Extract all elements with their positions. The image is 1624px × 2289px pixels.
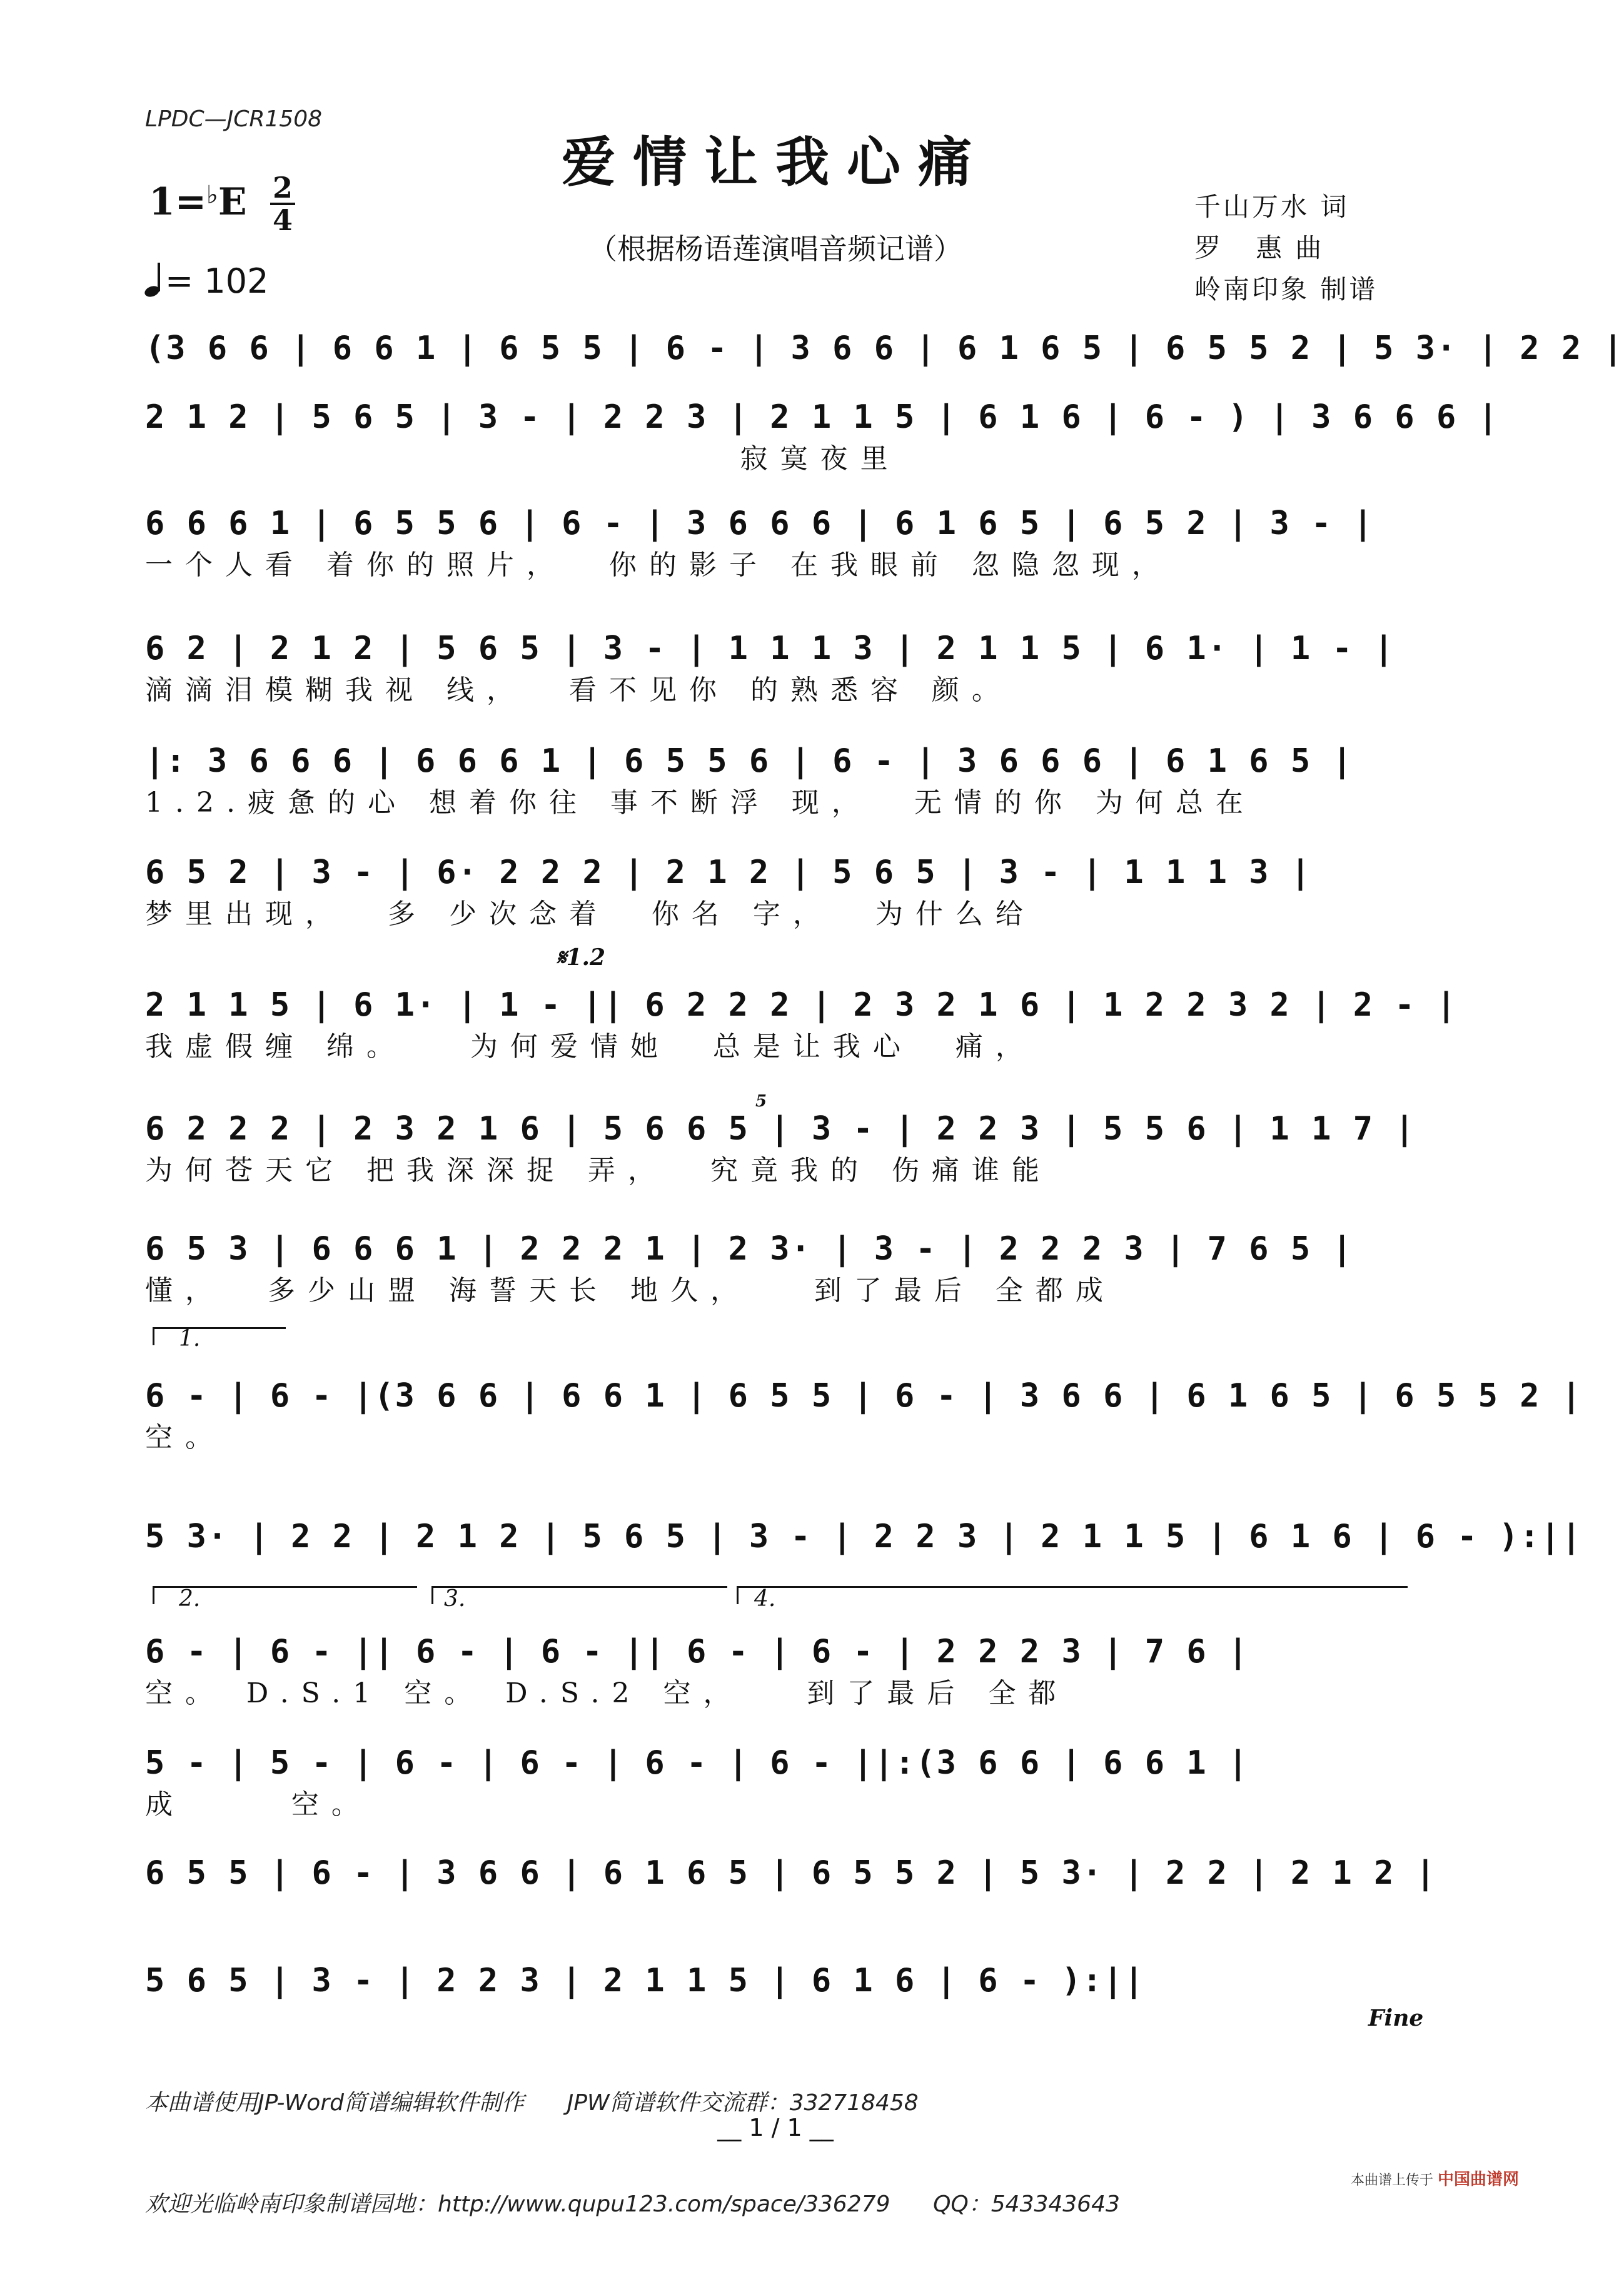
lyrics-line: 空。 D.S.1 空。 D.S.2 空， 到了最后 全都: [145, 1677, 1069, 1709]
lyrics-line: 寂寞夜里: [145, 443, 900, 475]
page-number: __ 1 / 1 __: [717, 2114, 834, 2141]
song-subtitle: （根据杨语莲演唱音频记谱）: [588, 232, 962, 266]
volta-bracket: [737, 1586, 1408, 1604]
staff-system: [145, 1106, 1416, 1190]
segno-mark: 𝄋1.2: [557, 944, 606, 971]
upload-stamp: [1351, 2166, 1519, 2190]
upload-note: 本曲谱上传于: [1351, 2173, 1434, 2188]
staff-system: [145, 1373, 1583, 1457]
key-label: 1=: [149, 180, 207, 224]
tempo-value: = 102: [165, 261, 269, 301]
staff-system: [145, 1740, 1408, 1824]
staff-system: [145, 1850, 1437, 1934]
volta-bracket: [431, 1586, 727, 1604]
lyricist: 千山万水 词: [1194, 191, 1349, 222]
lyrics-line: 梦里出现， 多 少次念着 你名 字， 为什么给: [145, 898, 1036, 930]
volta-1-label: 1.: [179, 1326, 201, 1352]
footer-website: 欢迎光临岭南印象制谱园地：http://www.qupu123.com/space/336279 QQ：543343643: [145, 2191, 1120, 2217]
lyrics-line: 懂， 多少山盟 海誓天长 地久， 到了最后 全都成: [145, 1275, 1116, 1306]
flat-sign: ♭: [206, 181, 218, 210]
score-code: LPDC—JCR1508: [145, 106, 323, 132]
time-bottom: 4: [272, 203, 293, 237]
footer-software: 本曲谱使用JP-Word简谱编辑软件制作 JPW简谱软件交流群：332718458: [145, 2090, 919, 2116]
notation-line: 6 5 2 | 3 - | 6· 2 2 2 | 2 1 2 | 5 6 5 | 3 - | 1 1 1 3 |: [145, 854, 1312, 891]
notation-line: 6 5 3 | 6 6 6 1 | 2 2 2 1 | 2 3· | 3 - | 2 2 2 3 | 7 6 5 |: [145, 1230, 1353, 1268]
credits: [1194, 186, 1378, 310]
notation-line: 6 2 2 2 | 2 3 2 1 6 | 5 6 6 5 | 3 - | 2 2 3 | 5 5 6 | 1 1 7 |: [145, 1110, 1416, 1148]
notation-line: 2 1 1 5 | 6 1· | 1 - || 6 2 2 2 | 2 3 2 1 6 | 1 2 2 3 2 | 2 - |: [145, 986, 1458, 1024]
volta-3-label: 3.: [444, 1586, 466, 1612]
lyrics-line: 1.2.疲惫的心 想着你往 事不断浮 现， 无情的你 为何总在: [145, 787, 1256, 819]
staff-system: [145, 625, 1408, 709]
notation-line: 5 6 5 | 3 - | 2 2 3 | 2 1 1 5 | 6 1 6 | 6 - ):||: [145, 1962, 1145, 1999]
lyrics-line: 空。: [145, 1422, 225, 1453]
footer-notes: [145, 2019, 1120, 2289]
fine-mark: Fine: [1368, 2005, 1424, 2031]
key-note: E: [218, 180, 247, 224]
notation-line: 6 5 5 | 6 - | 3 6 6 | 6 1 6 5 | 6 5 5 2 | 5 3· | 2 2 | 2 1 2 |: [145, 1854, 1437, 1892]
time-top: 2: [272, 171, 293, 205]
notation-line: |: 3 6 6 6 | 6 6 6 1 | 6 5 5 6 | 6 - | 3 6 6 6 | 6 1 6 5 |: [145, 742, 1353, 780]
notation-line: 6 - | 6 - || 6 - | 6 - || 6 - | 6 - | 2 2 2 3 | 7 6 |: [145, 1633, 1249, 1670]
notation-line: 2 1 2 | 5 6 5 | 3 - | 2 2 3 | 2 1 1 5 | 6 1 6 | 6 - ) | 3 6 6 6 |: [145, 398, 1499, 436]
lyrics-line: 为何苍天它 把我深深捉 弄， 究竟我的 伤痛谁能: [145, 1155, 1052, 1186]
key-signature: [149, 180, 247, 224]
staff-system: [145, 849, 1408, 933]
staff-system: [145, 982, 1458, 1066]
notation-line: 5 - | 5 - | 6 - | 6 - | 6 - | 6 - ||:(3 6 6 | 6 6 1 |: [145, 1744, 1249, 1782]
arranger: 岭南印象 制谱: [1194, 274, 1378, 305]
quarter-note-icon: [144, 261, 165, 298]
lyrics-line: 成 空。: [145, 1789, 371, 1821]
lyrics-line: 滴滴泪模糊我视 线， 看不见你 的熟悉容 颜。: [145, 674, 1012, 706]
notation-line: 6 6 6 1 | 6 5 5 6 | 6 - | 3 6 6 6 | 6 1 6 5 | 6 5 2 | 3 - |: [145, 505, 1374, 542]
tuplet-five-mark: 5: [755, 1092, 767, 1111]
volta-bracket: [153, 1327, 286, 1345]
notation-line: (3 6 6 | 6 6 1 | 6 5 5 | 6 - | 3 6 6 | 6 1 6 5 | 6 5 5 2 | 5 3· | 2 2 |: [145, 330, 1624, 367]
staff-system: [145, 738, 1408, 822]
staff-system: [145, 1629, 1408, 1712]
staff-system: [145, 394, 1499, 478]
lyrics-line: [145, 1896, 1408, 1934]
volta-4-label: 4.: [754, 1586, 776, 1612]
notation-line: 6 2 | 2 1 2 | 5 6 5 | 3 - | 1 1 1 3 | 2 1 1 5 | 6 1· | 1 - |: [145, 630, 1395, 667]
site-logo: 中国曲谱网: [1438, 2170, 1520, 2189]
tempo-marking: [144, 261, 268, 301]
notation-line: 5 3· | 2 2 | 2 1 2 | 5 6 5 | 3 - | 2 2 3 | 2 1 1 5 | 6 1 6 | 6 - ):||: [145, 1518, 1583, 1555]
staff-system: [145, 1226, 1408, 1310]
time-signature: [270, 173, 295, 235]
notation-line: 6 - | 6 - |(3 6 6 | 6 6 1 | 6 5 5 | 6 - | 3 6 6 | 6 1 6 5 | 6 5 5 2 |: [145, 1377, 1583, 1415]
composer: 罗 惠 曲: [1194, 233, 1324, 263]
song-title: 爱情让我心痛: [562, 131, 989, 194]
volta-2-label: 2.: [179, 1586, 201, 1612]
lyrics-line: 我虚假缠 绵。 为何爱情她 总是让我心 痛，: [145, 1031, 1036, 1063]
staff-system: [145, 1513, 1583, 1597]
staff-system: [145, 500, 1408, 584]
lyrics-line: 一个人看 着你的照片， 你的影子 在我眼前 忽隐忽现，: [145, 549, 1172, 581]
